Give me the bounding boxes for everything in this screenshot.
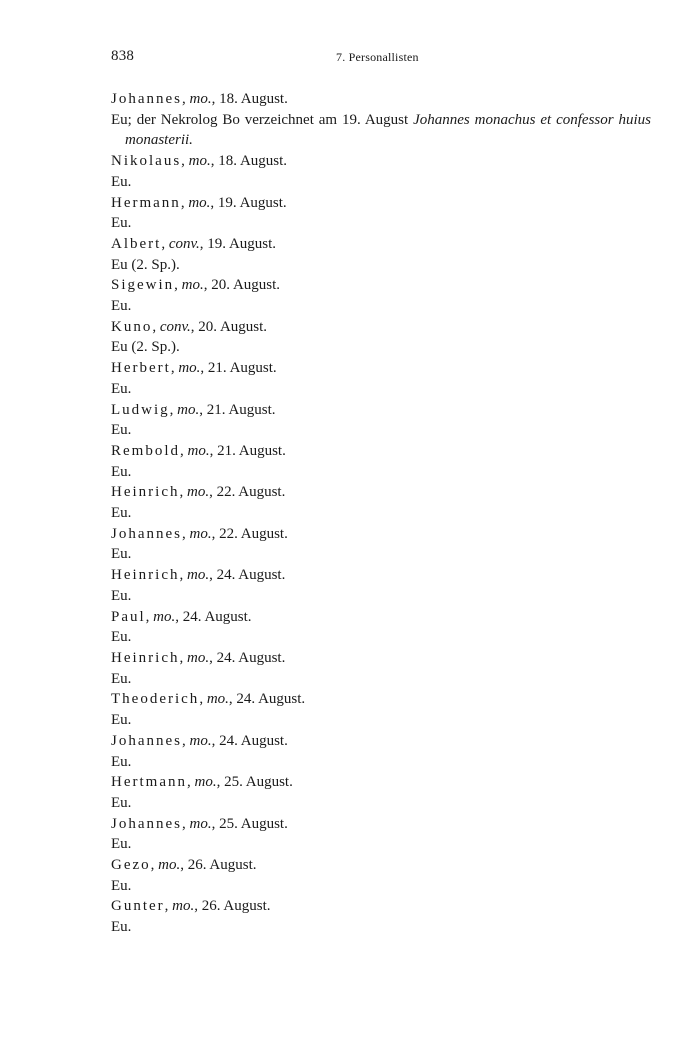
- entry-note-text: Eu.: [111, 670, 132, 687]
- entry-heading: Albert, conv., 19. August.: [111, 235, 277, 252]
- entry-note-quote: Johannes monachus et confessor huius monasterii.: [125, 111, 651, 149]
- entry-note-text: Eu.: [111, 173, 132, 190]
- entry-note: [111, 172, 651, 193]
- entry-note-text: Eu; der Nekrolog Bo verzeichnet am 19. August: [111, 111, 414, 128]
- entry-note-text: Eu (2. Sp.).: [111, 339, 180, 356]
- entry-date: 24. August.: [216, 649, 286, 666]
- entry-date: 18. August.: [218, 153, 288, 170]
- entry-role: mo.: [188, 153, 211, 170]
- entry-note: [111, 586, 651, 607]
- list-item: [111, 275, 651, 316]
- entry-date: 19. August.: [217, 194, 287, 211]
- entry-note: [111, 296, 651, 317]
- entry-heading: Hermann, mo., 19. August.: [111, 194, 287, 211]
- entry-heading: Gunter, mo., 26. August.: [111, 898, 271, 915]
- entry-name: Sigewin: [111, 277, 175, 294]
- list-item: [111, 482, 651, 523]
- entry-name: Theoderich: [111, 691, 200, 708]
- entry-note: [111, 710, 651, 731]
- entry-name: Herbert: [111, 360, 171, 377]
- entry-name: Hermann: [111, 194, 181, 211]
- entry-note: [111, 213, 651, 234]
- entry-role: mo.: [186, 567, 210, 584]
- entry-note-text: Eu (2. Sp.).: [111, 256, 180, 273]
- list-item: [111, 151, 651, 192]
- list-item: [111, 234, 651, 275]
- entry-note-text: Eu.: [111, 587, 132, 604]
- entry-name: Ludwig: [111, 401, 170, 418]
- entry-role: mo.: [186, 484, 210, 501]
- entry-heading: Johannes, mo., 24. August.: [111, 732, 288, 749]
- entry-role: mo.: [194, 774, 217, 791]
- entry-name: Kuno: [111, 318, 153, 335]
- entry-note-text: Eu.: [111, 836, 132, 853]
- entry-note: [111, 834, 651, 855]
- entry-note: [111, 917, 651, 938]
- entry-role: mo.: [178, 360, 201, 377]
- entry-note-text: Eu.: [111, 629, 132, 646]
- entry-role: conv.: [159, 318, 191, 335]
- entry-note-text: Eu.: [111, 794, 132, 811]
- entry-name: Gezo: [111, 857, 151, 874]
- list-item: [111, 731, 651, 772]
- entry-note-text: Eu.: [111, 298, 132, 315]
- list-item: [111, 441, 651, 482]
- entry-note: [111, 503, 651, 524]
- entry-name: Gunter: [111, 898, 165, 915]
- entry-date: 25. August.: [224, 774, 293, 791]
- list-item: [111, 648, 651, 689]
- entry-role: mo.: [187, 442, 210, 459]
- entry-heading: Herbert, mo., 21. August.: [111, 360, 277, 377]
- entry-heading: Heinrich, mo., 22. August.: [111, 484, 286, 501]
- entry-role: mo.: [189, 732, 212, 749]
- entry-note: [111, 420, 651, 441]
- entry-name: Johannes: [111, 815, 182, 832]
- entry-note: [111, 544, 651, 565]
- entry-role: mo.: [172, 898, 195, 915]
- entry-date: 22. August.: [216, 484, 286, 501]
- entry-name: Heinrich: [111, 567, 180, 584]
- entry-date: 22. August.: [219, 525, 288, 542]
- entry-role: mo.: [186, 649, 210, 666]
- entry-note-text: Eu.: [111, 753, 132, 770]
- entry-role: mo.: [188, 194, 211, 211]
- list-item: [111, 524, 651, 565]
- entry-name: Johannes: [111, 91, 182, 107]
- list-item: [111, 772, 651, 813]
- list-item: [111, 400, 651, 441]
- entry-date: 25. August.: [219, 815, 288, 832]
- entry-heading: Hertmann, mo., 25. August.: [111, 774, 293, 791]
- entry-name: Johannes: [111, 525, 182, 542]
- entry-heading: Rembold, mo., 21. August.: [111, 442, 286, 459]
- entry-date: 24. August.: [216, 567, 286, 584]
- entry-date: 21. August.: [206, 401, 276, 418]
- entry-name: Paul: [111, 608, 146, 625]
- entry-note: [111, 669, 651, 690]
- entry-date: 21. August.: [217, 442, 286, 459]
- entry-note-text: Eu.: [111, 422, 132, 439]
- entry-name: Albert: [111, 235, 162, 252]
- entry-heading: Sigewin, mo., 20. August.: [111, 277, 281, 294]
- list-item: [111, 565, 651, 606]
- entry-date: 20. August.: [211, 277, 281, 294]
- entry-name: Heinrich: [111, 484, 180, 501]
- entry-date: 24. August.: [236, 691, 306, 708]
- entry-heading: Theoderich, mo., 24. August.: [111, 691, 306, 708]
- entry-note-text: Eu.: [111, 919, 132, 936]
- entry-name: Heinrich: [111, 649, 180, 666]
- entry-heading: Paul, mo., 24. August.: [111, 608, 252, 625]
- entry-note: [111, 627, 651, 648]
- list-item: [111, 814, 651, 855]
- entry-role: mo.: [189, 815, 212, 832]
- entry-role: conv.: [168, 235, 200, 252]
- list-item: [111, 317, 651, 358]
- entry-name: Hertmann: [111, 774, 187, 791]
- entry-heading: Heinrich, mo., 24. August.: [111, 567, 286, 584]
- entry-role: mo.: [206, 691, 229, 708]
- list-item: [111, 607, 651, 648]
- entry-note-text: Eu.: [111, 546, 132, 563]
- list-item: [111, 193, 651, 234]
- entry-name: Rembold: [111, 442, 180, 459]
- page-header: [111, 48, 651, 72]
- personnel-list: [111, 89, 651, 938]
- entry-role: mo.: [189, 91, 212, 107]
- entry-role: mo.: [158, 857, 181, 874]
- entry-role: mo.: [189, 525, 212, 542]
- entry-date: 18. August.: [219, 91, 288, 107]
- entry-note: [111, 752, 651, 773]
- entry-role: mo.: [177, 401, 200, 418]
- entry-date: 26. August.: [201, 898, 271, 915]
- entry-date: 19. August.: [207, 235, 277, 252]
- entry-note-text: Eu.: [111, 877, 132, 894]
- list-item: [111, 855, 651, 896]
- entry-date: 24. August.: [219, 732, 288, 749]
- entry-date: 24. August.: [182, 608, 252, 625]
- entry-note: [111, 337, 651, 358]
- entry-note-text: Eu.: [111, 463, 132, 480]
- entry-name: Johannes: [111, 732, 182, 749]
- entry-note-text: Eu.: [111, 215, 132, 232]
- entry-heading: Kuno, conv., 20. August.: [111, 318, 268, 335]
- entry-note-text: Eu.: [111, 380, 132, 397]
- list-item: [111, 358, 651, 399]
- entry-role: mo.: [181, 277, 204, 294]
- entry-role: mo.: [153, 608, 176, 625]
- entry-heading: Gezo, mo., 26. August.: [111, 857, 257, 874]
- list-item: [111, 689, 651, 730]
- entry-date: 26. August.: [187, 857, 257, 874]
- page-number: 838: [111, 48, 135, 64]
- entry-heading: Nikolaus, mo., 18. August.: [111, 153, 288, 170]
- entry-heading: Johannes, mo., 22. August.: [111, 525, 288, 542]
- entry-note: [111, 379, 651, 400]
- running-title: 7. Personallisten: [336, 50, 419, 64]
- entry-date: 20. August.: [198, 318, 268, 335]
- entry-note: [111, 255, 651, 276]
- entry-note: [111, 462, 651, 483]
- entry-note-text: Eu.: [111, 505, 132, 522]
- entry-heading: Heinrich, mo., 24. August.: [111, 649, 286, 666]
- entry-note: [111, 793, 651, 814]
- entry-note-text: Eu.: [111, 712, 132, 729]
- entry-date: 21. August.: [207, 360, 277, 377]
- entry-heading: Ludwig, mo., 21. August.: [111, 401, 276, 418]
- list-item: [111, 896, 651, 937]
- list-item: [111, 89, 651, 151]
- entry-note: [111, 876, 651, 897]
- entry-heading: Johannes, mo., 18. August.: [111, 91, 288, 107]
- entry-name: Nikolaus: [111, 153, 182, 170]
- entry-heading: Johannes, mo., 25. August.: [111, 815, 288, 832]
- entry-note: [111, 110, 651, 151]
